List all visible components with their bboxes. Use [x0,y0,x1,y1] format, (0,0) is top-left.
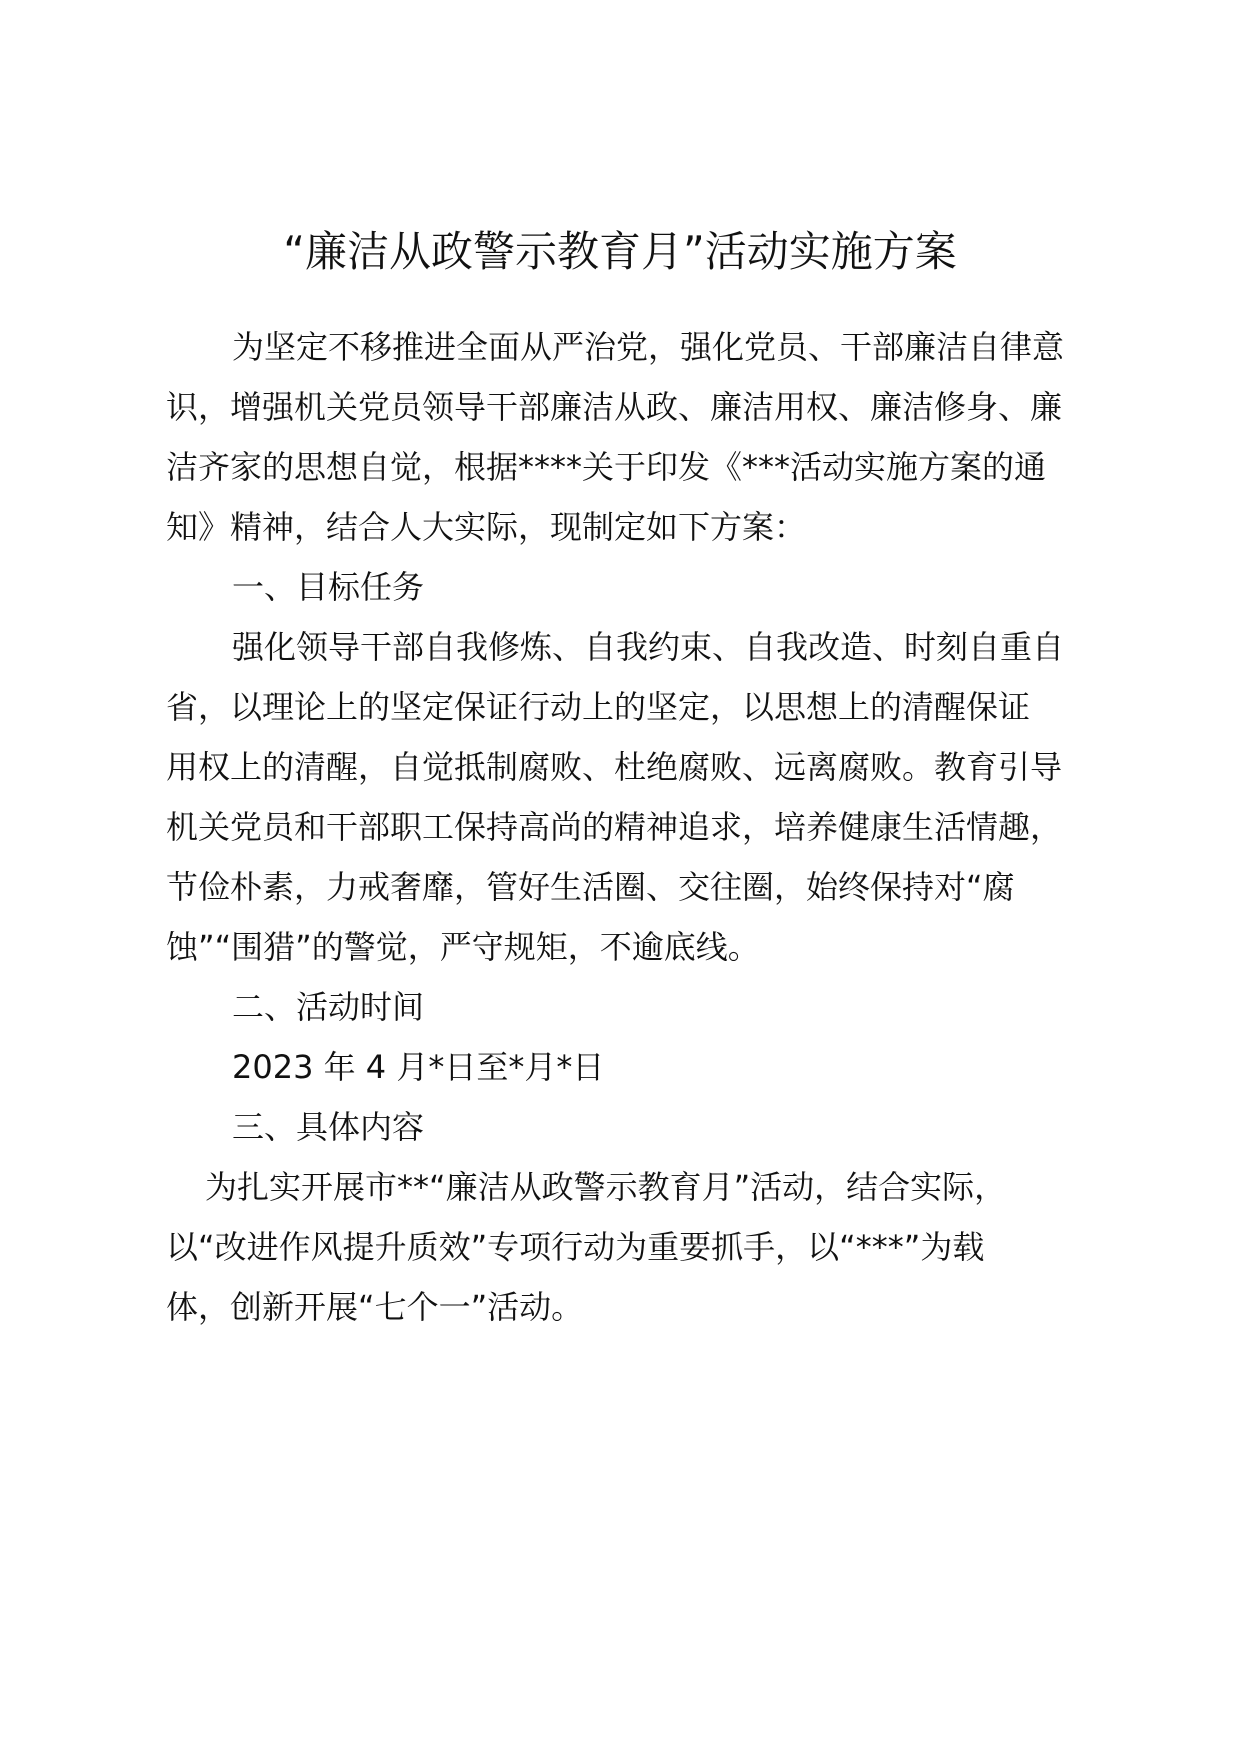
paragraph-line-11: 为扎实开展市**“廉洁从政警示教育月”活动，结合实际， [205,1168,1007,1206]
paragraph-line-6: 省，以理论上的坚定保证行动上的坚定，以思想上的清醒保证 [166,688,1031,726]
paragraph-line-3: 洁齐家的思想自觉，根据****关于印发《***活动实施方案的通 [166,448,1047,486]
paragraph-line-12: 以“改进作风提升质效”专项行动为重要抓手，以“***”为载 [166,1228,985,1266]
section-heading-2: 二、活动时间 [232,988,425,1026]
activity-date: 2023 年 4 月*日至*月*日 [232,1048,605,1086]
document-title: “廉洁从政警示教育月”活动实施方案 [283,227,957,276]
section-heading-3: 三、具体内容 [232,1108,425,1146]
paragraph-line-10: 蚀”“围猎”的警觉，严守规矩，不逾底线。 [166,928,760,966]
paragraph-line-13: 体，创新开展“七个一”活动。 [166,1288,584,1326]
section-heading-1: 一、目标任务 [232,568,425,606]
paragraph-line-5: 强化领导干部自我修炼、自我约束、自我改造、时刻自重自 [232,628,1065,666]
paragraph-line-8: 机关党员和干部职工保持高尚的精神追求，培养健康生活情趣， [166,808,1063,846]
paragraph-line-9: 节俭朴素，力戒奢靡，管好生活圈、交往圈，始终保持对“腐 [166,868,1015,906]
paragraph-line-7: 用权上的清醒，自觉抵制腐败、杜绝腐败、远离腐败。教育引导 [166,748,1063,786]
paragraph-line-2: 识，增强机关党员领导干部廉洁从政、廉洁用权、廉洁修身、廉 [166,388,1063,426]
paragraph-line-1: 为坚定不移推进全面从严治党，强化党员、干部廉洁自律意 [232,328,1065,366]
paragraph-line-4: 知》精神，结合人大实际，现制定如下方案： [166,508,807,546]
